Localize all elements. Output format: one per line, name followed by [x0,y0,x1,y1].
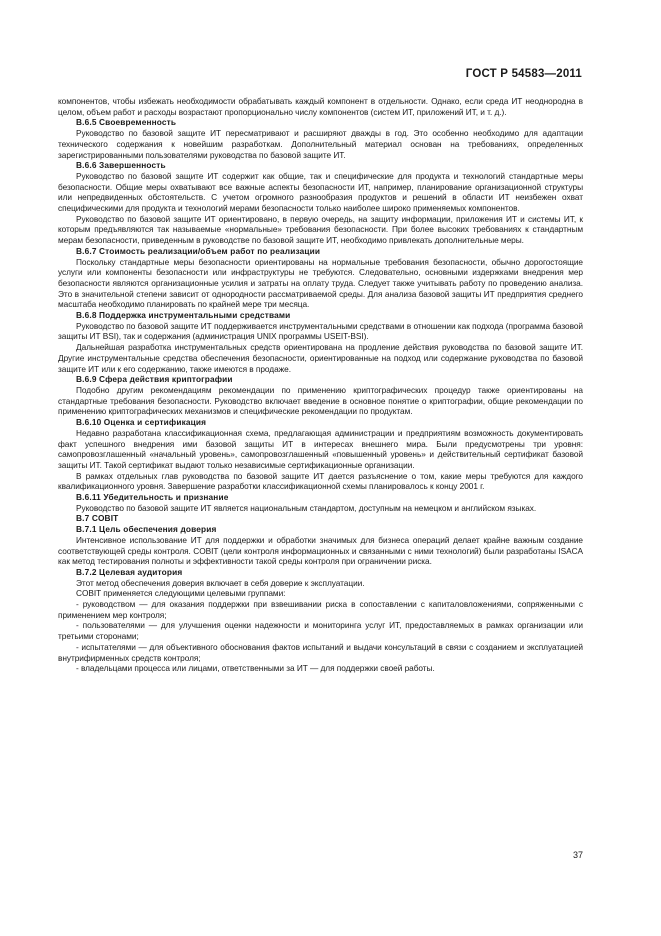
paragraph: Руководство по базовой защите ИТ содержит как общие, так и специфические для продукта и технологий стандартные меры безопасности. Общие меры охватывают все важные аспекты безопасности ИТ, например, планирование организационной структуры или непредвиденных обстоятельств. С учетом огромного разнообразия продуктов и решений в области ИТ неизбежен охват специфическими для продукта и технологий мерами безопасности только наиболее широко применяемых компонентов. [58,170,583,214]
document-body [58,96,583,674]
paragraph: Руководство по базовой защите ИТ ориентировано, в первую очередь, на защиту информации, приложения ИТ и системы ИТ, к которым предъявляются так называемые «нормальные» требования безопасности. При более высоких требованиях к стандартным мерам безопасности, приведенным в руководстве по базовой защите ИТ, необходимо привлекать дополнительные меры. [58,213,583,246]
document-header: ГОСТ Р 54583—2011 [465,68,582,80]
paragraph: Недавно разработана классификационная схема, предлагающая администрации и предприятиям возможность документировать факт успешного внедрения ими базовой защиты ИТ в интересах внешнего мира. Были предусмотрены три уровня: самопровозглашенный «начальный уровень», самопровозглашенный «повышенный уровень» и действительный сертификат базовой защиты ИТ. Такой сертификат выдают только независимые сертификационные организации. [58,427,583,470]
section-heading: B.6.5 Своевременность [76,117,177,128]
paragraph: Руководство по базовой защите ИТ поддерживается инструментальными средствами в отношении как подхода (программа базовой защиты ИТ BSI), так и содержания (администрация UNIX программы USEIT-BSI). [58,320,583,342]
list-item: - пользователями — для улучшения оценки надежности и мониторинга услуг ИТ, предоставляемых в рамках организации или третьими сторонами; [58,620,583,642]
section-heading: B.6.10 Оценка и сертификация [76,417,207,428]
paragraph: Руководство по базовой защите ИТ пересматривают и расширяют дважды в год. Это особенно необходимо для адаптации технического содержания к новейшим разработкам. Дополнительный материал основан на требованиях, определенных зарегистрированными пользователями руководства по базовой защите ИТ. [58,128,583,160]
paragraph: COBIT применяется следующими целевыми группами: [76,588,286,599]
list-item: - владельцами процесса или лицами, ответственными за ИТ — для поддержки своей работы. [76,663,435,674]
page-number: 37 [572,850,583,860]
section-heading: B.6.6 Завершенность [76,160,166,171]
section-heading: B.6.7 Стоимость реализации/объем работ по реализации [76,245,321,256]
paragraph: Подобно другим рекомендациям рекомендации по применению криптографических процедур также ориентированы на стандартные требования безопасности. Руководство включает введение в основное понятие о криптографии, общие рекомендации по применению криптографических механизмов и специфические рекомендации по продуктам. [58,384,583,417]
paragraph: Руководство по базовой защите ИТ является национальным стандартом, доступным на немецком и английском языках. [76,502,537,513]
paragraph: Этот метод обеспечения доверия включает в себя доверие к эксплуатации. [76,577,365,588]
paragraph: В рамках отдельных глав руководства по базовой защите ИТ дается разъяснение о том, какие меры требуются для каждого квалификационного уровня. Завершение разработки классификационной схемы планировалось к концу 2001 г. [58,470,583,492]
section-heading: B.7 COBIT [76,513,119,524]
paragraph: Поскольку стандартные меры безопасности ориентированы на нормальные требования безопасности, обычно дорогостоящие услуги или компоненты безопасности или инфраструктуры не требуются. Следовательно, основными издержками внедрения мер безопасности являются организационные усилия и затраты на оплату труда. Следует также учитывать работу по проведению анализа. Это в значительной степени зависит от однородности рассматриваемой среды. Для анализа базовой защиты ИТ предприятия среднего масштаба необходимо планировать по крайней мере три месяца. [58,256,583,310]
section-heading: B.6.11 Убедительность и признание [76,492,229,503]
section-heading: B.6.9 Сфера действия криптографии [76,374,233,385]
section-heading: B.7.1 Цель обеспечения доверия [76,524,217,535]
paragraph: Дальнейшая разработка инструментальных средств ориентирована на продление действия руководства по базовой защите ИТ. Другие инструментальные средства обеспечения безопасности, ориентированные на подход или содержание руководства по базовой защите ИТ или к его содержанию, также имеются в продаже. [58,342,583,374]
paragraph: компонентов, чтобы избежать необходимости обрабатывать каждый компонент в отдельности. Однако, если среда ИТ неоднородна в целом, объем работ и расходы возрастают пропорционально числу компонентов (систем ИТ, приложений ИТ, и т. д.). [58,96,583,117]
list-item: - руководством — для оказания поддержки при взвешивании риска в сопоставлении с капиталовложениями, сопряженными с применением мер контроля; [58,599,583,620]
paragraph: Интенсивное использование ИТ для поддержки и обработки значимых для бизнеса операций делает крайне важным создание соответствующей среды контроля. COBIT (цели контроля информационных и связанными с ними технологий) были разработаны ISACA как метод тестирования полноты и эффективности такой среды контроля при ограничении риска. [58,534,583,567]
section-heading: B.6.8 Поддержка инструментальными средствами [76,310,291,321]
list-item: - испытателями — для объективного обоснования фактов испытаний и выдачи консультаций в связи с созданием и эксплуатацией внутрифирменных средств контроля; [58,641,583,663]
section-heading: B.7.2 Целевая аудитория [76,566,183,577]
